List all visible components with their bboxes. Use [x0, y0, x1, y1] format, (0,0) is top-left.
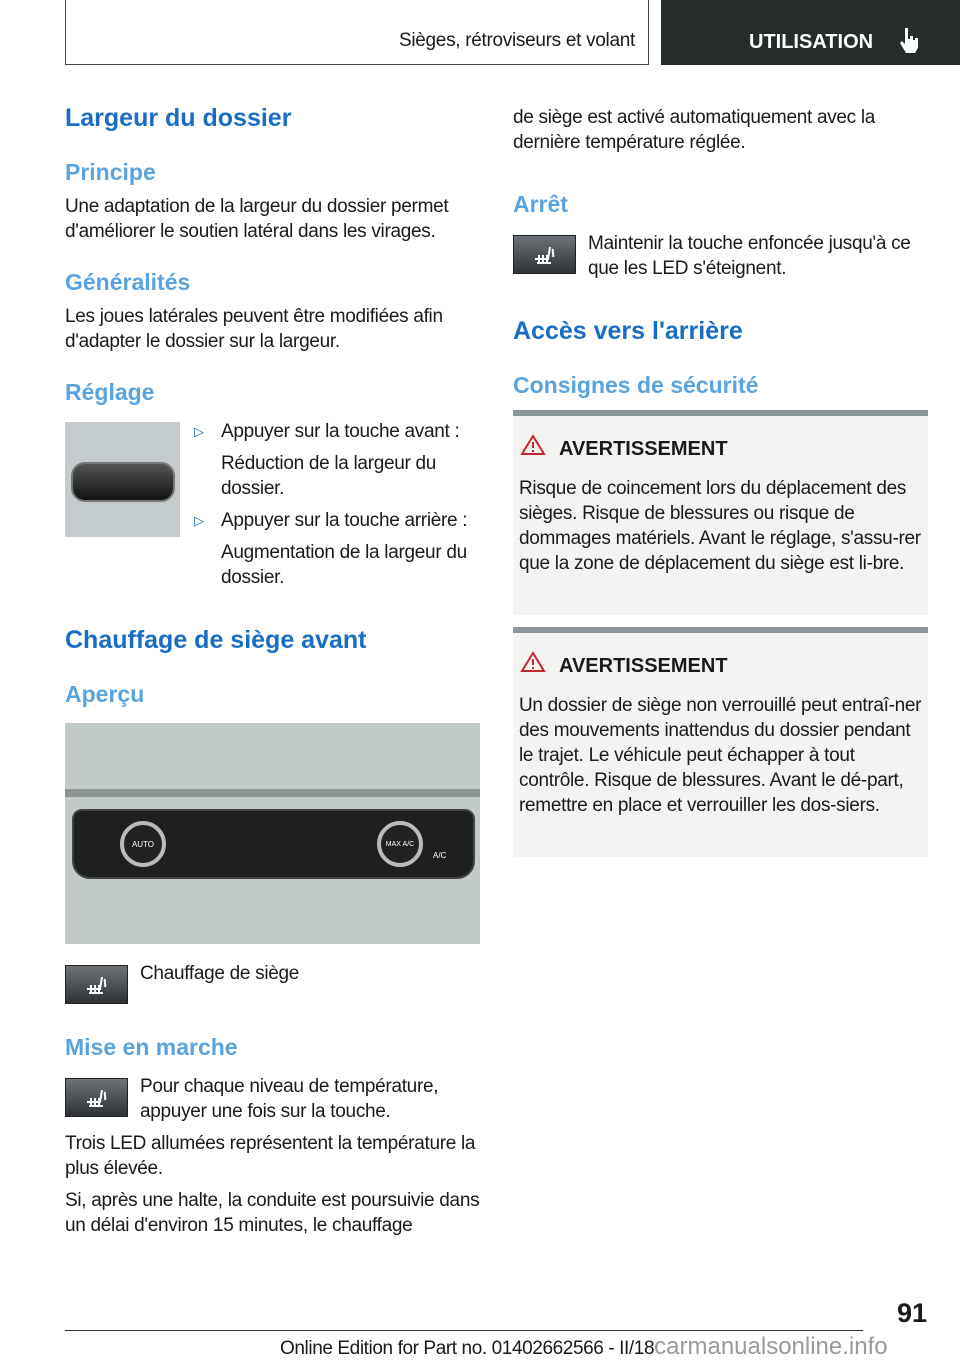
seat-heating-icon [532, 243, 558, 267]
edition-text: Online Edition for Part no. 01402662566 - II/18 [280, 1338, 655, 1359]
text-halte: Si, après une halte, la conduite est poursuivie dans un délai d'environ 15 minutes, le chauffage [65, 1190, 480, 1236]
seat-heating-button-image [65, 965, 128, 1004]
warning-triangle-icon [520, 434, 546, 456]
text-mise-btn: Pour chaque niveau de température, appuyer une fois sur la touche. [140, 1076, 439, 1122]
footer-rule [65, 1330, 863, 1331]
seat-heating-button-image [513, 235, 576, 274]
warning-text: Un dossier de siège non verrouillé peut entraî-ner des mouvements inattendus du dossier pendant le trajet. Le véhicule peut échapper à tout contrôle. Risque de blessures. Avant le dé-part, remettre en place et verrouiller les dos-siers. [519, 695, 922, 816]
ac-label: A/C [433, 851, 447, 860]
climate-panel-image [65, 723, 480, 944]
footer-edition [280, 1333, 888, 1361]
step-2-action: Appuyer sur la touche arrière : [221, 510, 468, 531]
bullet-triangle-icon: ▷ [194, 424, 204, 439]
text-arret: Maintenir la touche enfoncée jusqu'à ce que les LED s'éteignent. [588, 233, 911, 279]
warning-title: AVERTISSEMENT [559, 655, 728, 677]
text-principe: Une adaptation de la largeur du dossier permet d'améliorer le soutien latéral dans les virages. [65, 196, 449, 242]
heading-acces: Accès vers l'arrière [513, 317, 743, 345]
bullet-triangle-icon: ▷ [194, 513, 204, 528]
backrest-button-image [65, 422, 180, 537]
watermark[interactable]: carmanualsonline.info [654, 1333, 888, 1360]
warning-box [513, 410, 928, 615]
step-2-result: Augmentation de la largeur du dossier. [221, 542, 467, 588]
step-1-action: Appuyer sur la touche avant : [221, 421, 460, 442]
warning-text: Risque de coincement lors du déplacement des sièges. Risque de blessures ou risque de dommages matériels. Avant le réglage, s'assu-rer que la zone de déplacement du siège est li-bre. [519, 478, 921, 574]
seat-heating-icon [84, 1086, 110, 1110]
heading-apercu: Aperçu [65, 681, 145, 707]
page-number: 91 [896, 1298, 927, 1328]
warning-title: AVERTISSEMENT [559, 438, 728, 460]
text-generalites: Les joues latérales peuvent être modifiées afin d'adapter le dossier sur la largeur. [65, 306, 443, 352]
chapter-tab-label: UTILISATION [749, 31, 874, 53]
seat-heating-icon [84, 973, 110, 997]
heading-reglage: Réglage [65, 379, 155, 405]
heading-arret: Arrêt [513, 191, 568, 217]
step-1-result: Réduction de la largeur du dossier. [221, 453, 437, 499]
max-ac-knob: MAX A/C [377, 821, 423, 867]
heading-principe: Principe [65, 159, 156, 185]
heading-mise-en-marche: Mise en marche [65, 1034, 238, 1060]
seat-heating-button-image [65, 1078, 128, 1117]
heading-largeur: Largeur du dossier [65, 104, 292, 132]
auto-knob: AUTO [120, 821, 166, 867]
heading-generalites: Généralités [65, 269, 191, 295]
caption-chauffage: Chauffage de siège [140, 963, 300, 984]
text-continuation: de siège est activé automatiquement avec la dernière température réglée. [513, 107, 876, 153]
heading-consignes: Consignes de sécurité [513, 372, 759, 398]
warning-box [513, 627, 928, 857]
text-led: Trois LED allumées représentent la température la plus élevée. [65, 1133, 476, 1179]
section-title: Sièges, rétroviseurs et volant [398, 30, 635, 51]
warning-triangle-icon [520, 651, 546, 673]
heading-chauffage: Chauffage de siège avant [65, 626, 367, 654]
chapter-tab[interactable] [661, 0, 960, 65]
pointing-hand-icon [898, 27, 920, 53]
